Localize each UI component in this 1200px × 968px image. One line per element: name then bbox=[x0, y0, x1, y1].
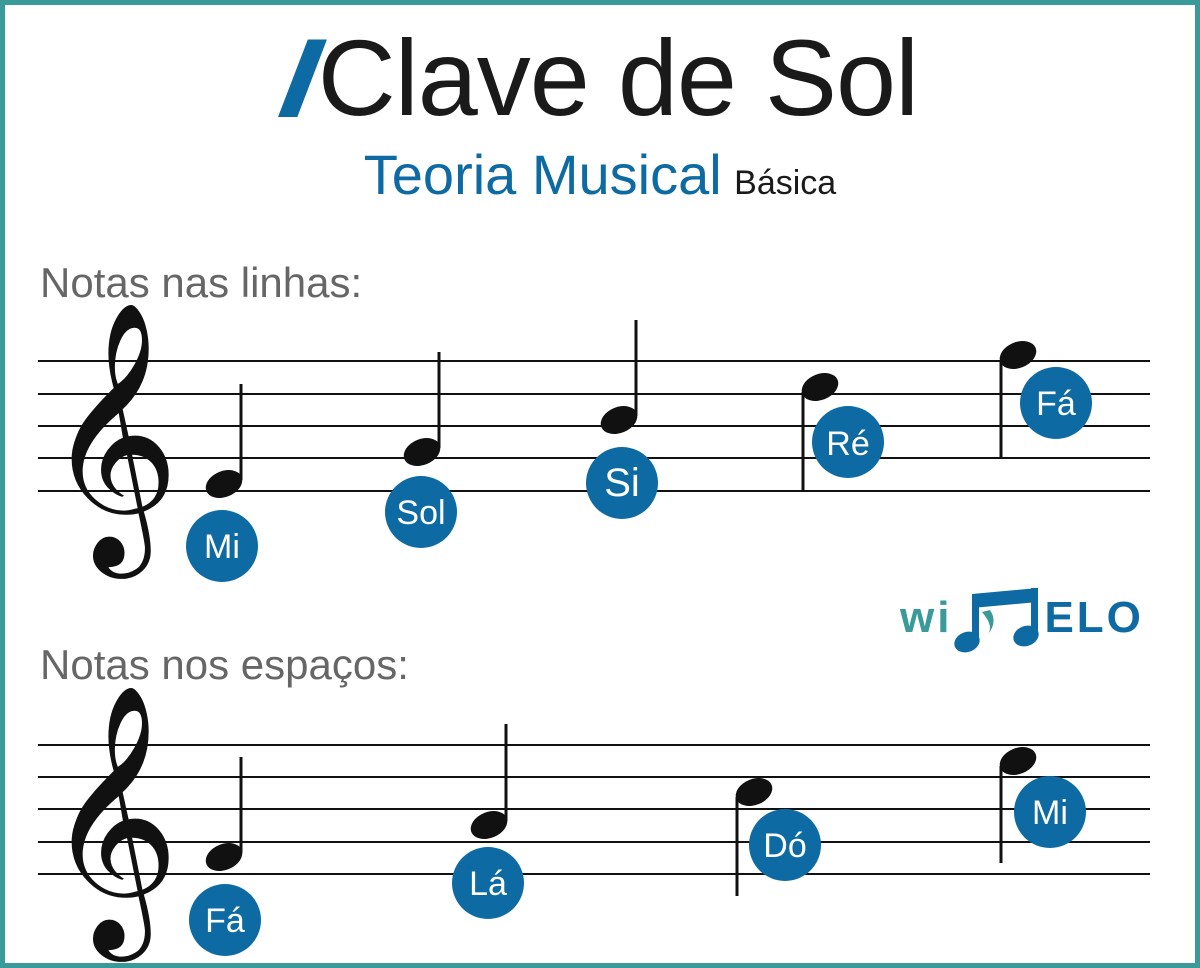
note-badge-label: Fá bbox=[205, 902, 245, 940]
treble-clef-icon bbox=[44, 683, 180, 962]
beam bbox=[972, 588, 1038, 608]
logo-text-left: wi bbox=[900, 593, 953, 642]
note-badge-label: Ré bbox=[826, 425, 870, 463]
note-fa-spaces bbox=[189, 757, 261, 956]
treble-clef-glyph: 𝄞 bbox=[44, 300, 180, 567]
note-badge-label: Fá bbox=[1036, 385, 1076, 423]
note-mi-spaces bbox=[996, 742, 1086, 863]
double-eighth-note-icon bbox=[952, 584, 1044, 656]
title-text: Clave de Sol bbox=[317, 17, 919, 138]
note-mi-lines bbox=[186, 384, 258, 582]
treble-clef-icon bbox=[44, 300, 180, 579]
note-fa-lines bbox=[996, 336, 1092, 458]
staff-lines-bottom bbox=[38, 745, 1150, 874]
note-la-spaces bbox=[452, 724, 524, 919]
subtitle-main: Teoria Musical bbox=[363, 143, 722, 206]
logo-text-right: ELO bbox=[1044, 593, 1144, 642]
note-si-lines bbox=[586, 320, 658, 519]
section-label-spaces: Notas nos espaços: bbox=[40, 641, 409, 688]
section-label-lines: Notas nas linhas: bbox=[40, 259, 363, 306]
note-sol-lines bbox=[385, 352, 457, 548]
note-badge-label: Mi bbox=[1032, 794, 1068, 832]
note-badge-label: Si bbox=[604, 461, 640, 505]
title-slashes-icon: // bbox=[281, 22, 296, 138]
accent-mark bbox=[982, 610, 994, 634]
treble-clef-glyph: 𝄞 bbox=[44, 683, 180, 950]
note-re-lines bbox=[798, 368, 884, 491]
brand-logo bbox=[900, 582, 1160, 654]
note-badge-label: Lá bbox=[469, 865, 507, 903]
subtitle-small: Básica bbox=[734, 164, 837, 202]
note-do-spaces bbox=[732, 773, 821, 896]
note-badge-label: Dó bbox=[763, 827, 807, 865]
note-badge-label: Sol bbox=[396, 494, 446, 532]
note-badge-label: Mi bbox=[204, 528, 240, 566]
